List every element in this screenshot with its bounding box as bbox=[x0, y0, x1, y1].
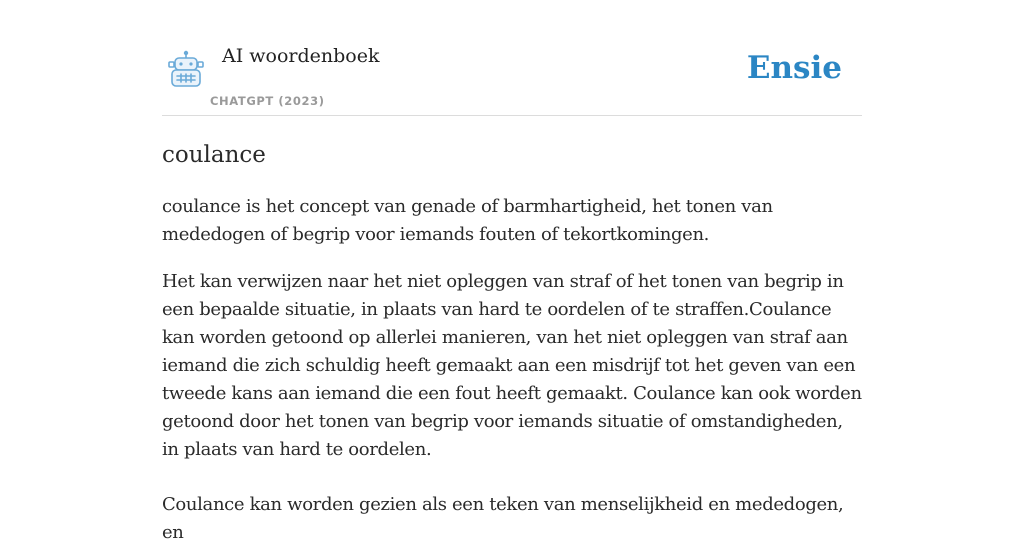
page bbox=[162, 0, 862, 543]
definition-paragraph-1: coulance is het concept van genade of barmhartigheid, het tonen van mededogen of begrip voor iemands fouten of tekortkomingen. bbox=[162, 196, 773, 245]
robot-icon bbox=[166, 51, 206, 89]
definition-paragraph-3: Coulance kan worden gezien als een teken van menselijkheid en mededogen, en bbox=[162, 494, 844, 543]
entry-word: coulance bbox=[162, 142, 266, 168]
header bbox=[162, 0, 862, 116]
source-label: CHATGPT (2023) bbox=[210, 94, 325, 108]
dictionary-title[interactable]: AI woordenboek bbox=[222, 45, 380, 67]
definition-paragraph-2: Het kan verwijzen naar het niet opleggen van straf of het tonen van begrip in een bepaalde situatie, in plaats van hard te oordelen of te straffen.Coulance kan worden getoond op allerlei manieren, van het niet opleggen van straf aan iemand die zich schuldig heeft gemaakt aan een misdrijf tot het geven van een tweede kans aan iemand die een fout heeft gemaakt. Coulance kan ook worden getoond door het tonen van begrip voor iemands situatie of omstandigheden, in plaats van hard te oordelen. bbox=[162, 271, 862, 460]
brand-logo[interactable]: Ensie bbox=[746, 50, 842, 86]
